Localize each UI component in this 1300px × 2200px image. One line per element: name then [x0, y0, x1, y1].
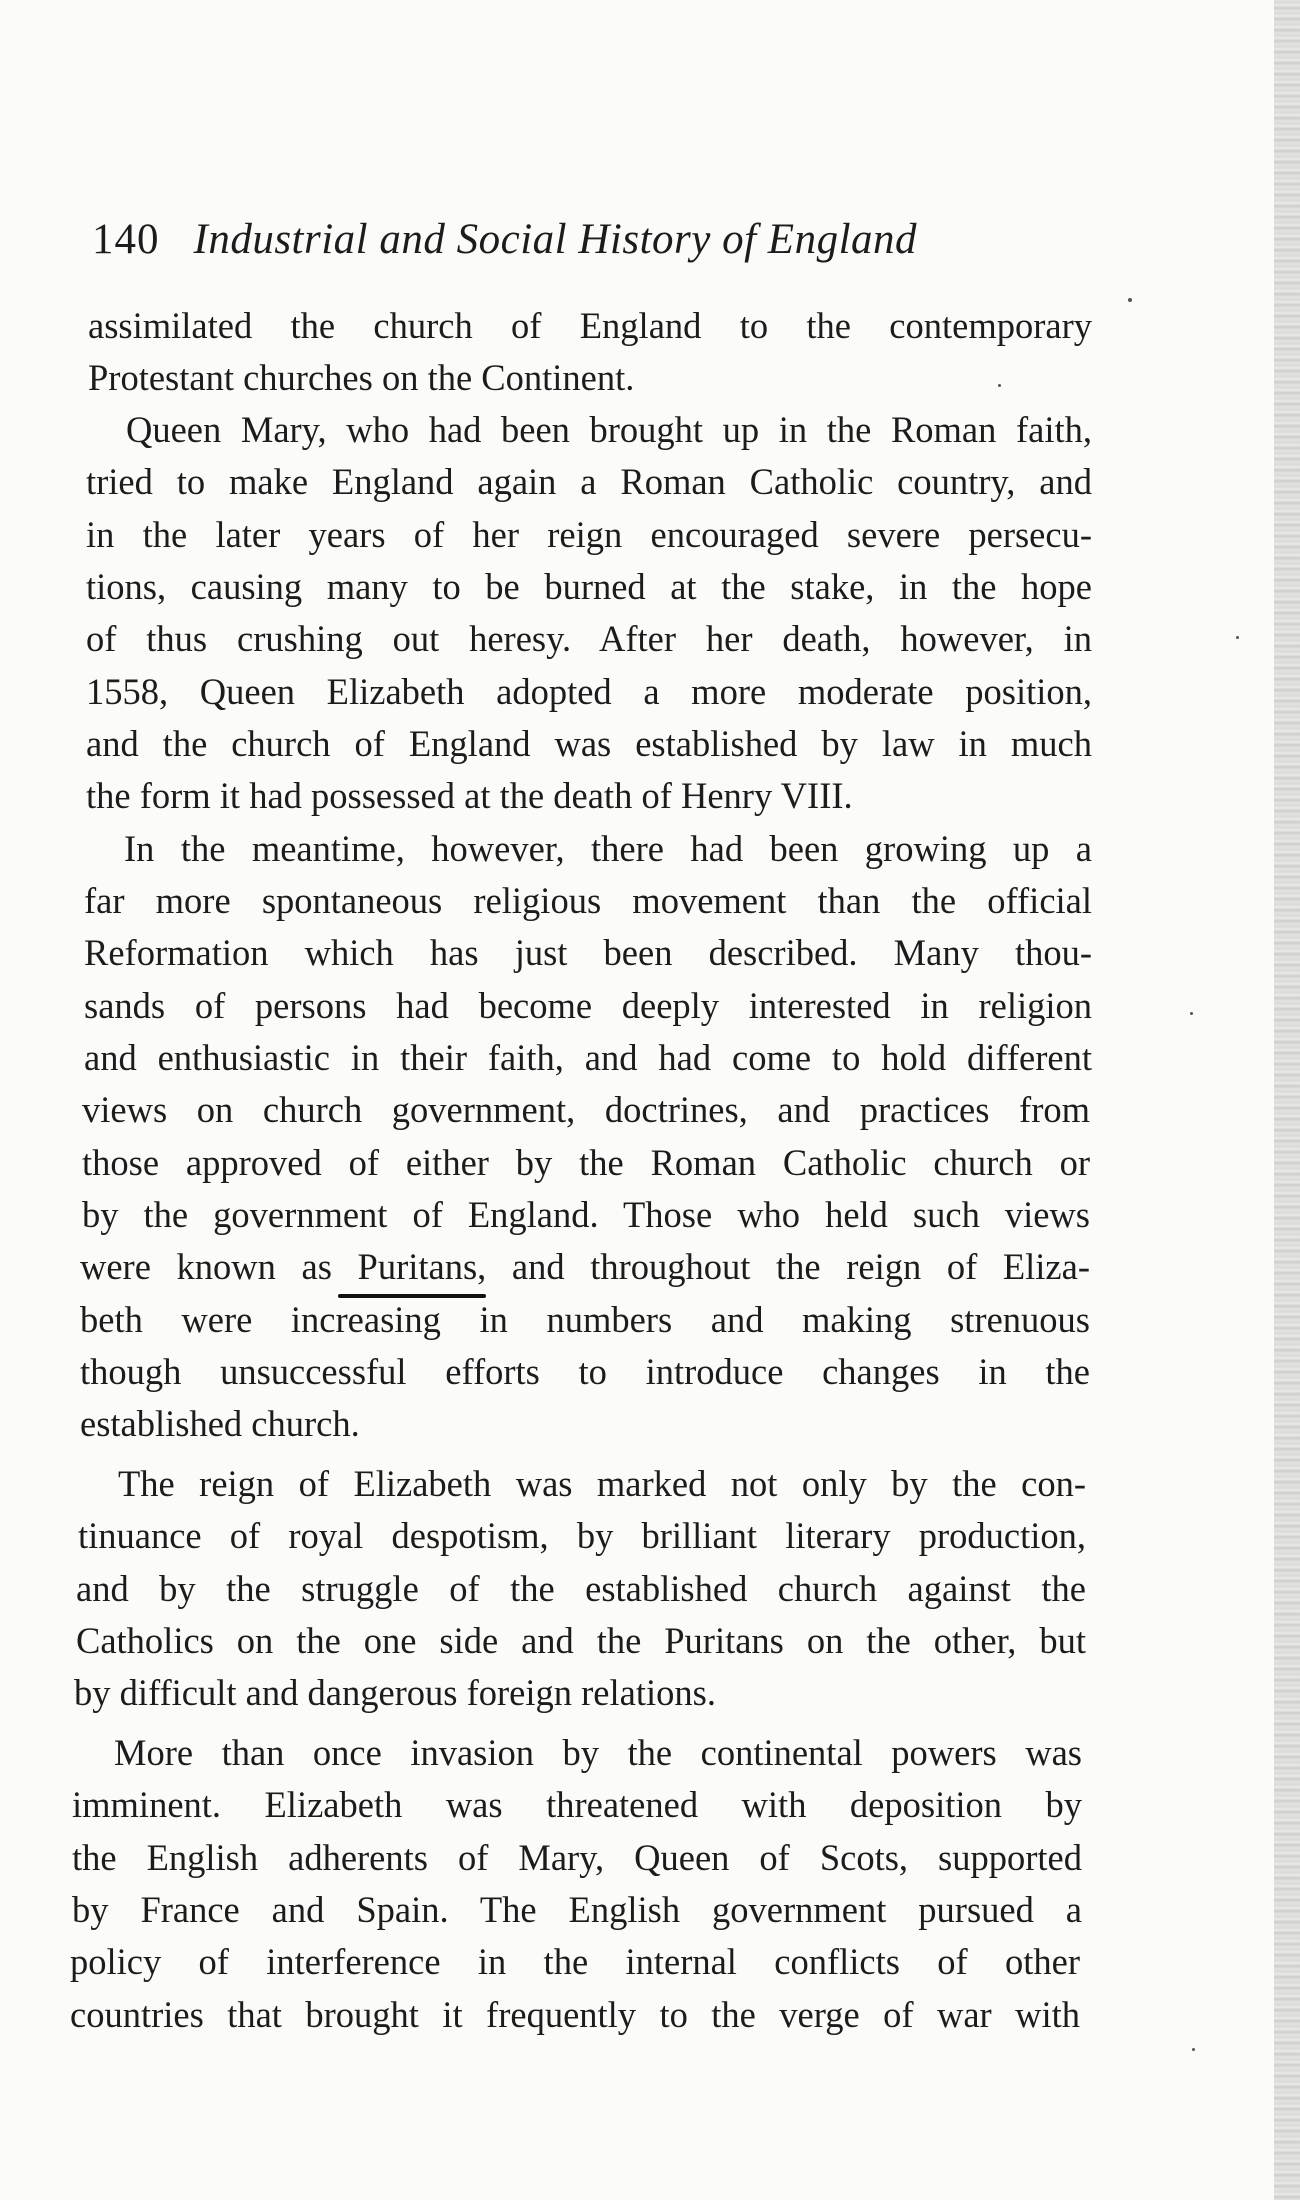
text-line: and enthusiastic in their faith, and had come to hold different: [84, 1037, 1092, 1078]
scan-speck: [1128, 298, 1132, 302]
text-line: by the government of England. Those who held such views: [82, 1194, 1090, 1235]
text-line: Catholics on the one side and the Puritans on the other, but: [76, 1620, 1086, 1661]
scan-speck: [1236, 636, 1239, 639]
text-line: of thus crushing out heresy. After her death, however, in: [86, 618, 1092, 659]
text-line: in the later years of her reign encouraged severe persecu-: [86, 514, 1092, 555]
text-line: More than once invasion by the continental powers was: [114, 1732, 1082, 1773]
text-line: Reformation which has just been described. Many thou-: [84, 932, 1092, 973]
text-line: views on church government, doctrines, and practices from: [82, 1089, 1090, 1130]
text-line: imminent. Elizabeth was threatened with deposition by: [72, 1784, 1082, 1825]
text-line: The reign of Elizabeth was marked not only by the con-: [118, 1463, 1086, 1504]
scan-speck: [998, 384, 1001, 387]
text-line: by difficult and dangerous foreign relations.: [74, 1672, 716, 1713]
text-line: tinuance of royal despotism, by brilliant literary production,: [78, 1515, 1086, 1556]
text-line: and the church of England was established by law in much: [86, 723, 1092, 764]
text-line: those approved of either by the Roman Catholic church or: [82, 1142, 1090, 1183]
text-line: assimilated the church of England to the contemporary: [88, 305, 1092, 346]
text-line: established church.: [80, 1403, 360, 1444]
text-line: were known as Puritans, and throughout the reign of Eliza-: [80, 1246, 1090, 1287]
text-line: sands of persons had become deeply interested in religion: [84, 985, 1092, 1026]
text-line: 1558, Queen Elizabeth adopted a more moderate position,: [86, 671, 1092, 712]
text-line: tions, causing many to be burned at the stake, in the hope: [86, 566, 1092, 607]
text-line: the form it had possessed at the death of Henry VIII.: [86, 775, 853, 816]
binding-edge: [1274, 0, 1300, 2200]
handwritten-underline: [338, 1294, 486, 1298]
text-line: tried to make England again a Roman Catholic country, and: [86, 461, 1092, 502]
text-line: the English adherents of Mary, Queen of Scots, supported: [72, 1837, 1082, 1878]
page-number: 140: [92, 216, 160, 263]
text-line: beth were increasing in numbers and making strenuous: [80, 1299, 1090, 1340]
text-line: Queen Mary, who had been brought up in the Roman faith,: [126, 409, 1092, 450]
scan-speck: [1190, 1012, 1193, 1015]
scan-speck: [1192, 2048, 1195, 2051]
text-line: In the meantime, however, there had been growing up a: [124, 828, 1092, 869]
text-line: Protestant churches on the Continent.: [88, 357, 635, 398]
text-line: far more spontaneous religious movement than the official: [84, 880, 1092, 921]
text-line: countries that brought it frequently to the verge of war with: [70, 1994, 1080, 2035]
text-line: and by the struggle of the established church against the: [76, 1568, 1086, 1609]
text-line: though unsuccessful efforts to introduce changes in the: [80, 1351, 1090, 1392]
running-title: Industrial and Social History of England: [193, 216, 918, 263]
text-line: policy of interference in the internal conflicts of other: [70, 1941, 1080, 1982]
text-line: by France and Spain. The English government pursued a: [72, 1889, 1082, 1930]
